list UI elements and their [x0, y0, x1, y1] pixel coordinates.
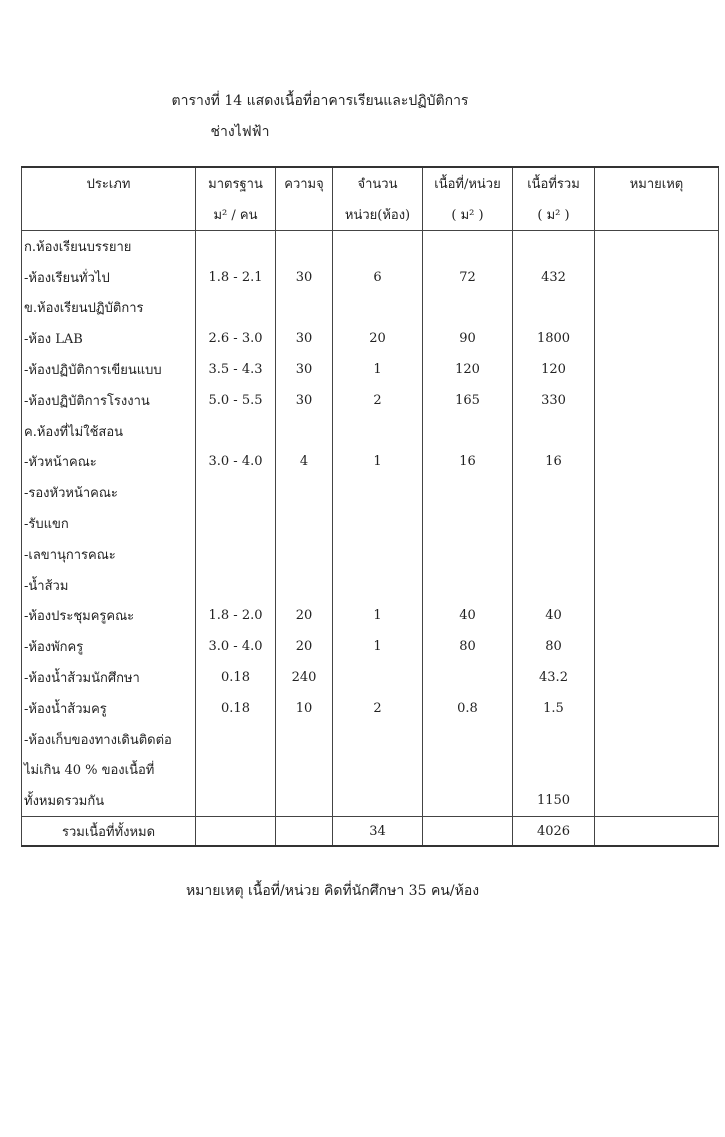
- cell-capacity: [276, 570, 333, 601]
- cell-standard: 3.5 - 4.3: [196, 354, 276, 385]
- cell-units: [333, 477, 423, 508]
- table-row: [22, 508, 719, 539]
- cell-remark: [595, 570, 719, 601]
- cell-total-area: 120: [513, 354, 595, 385]
- cell-capacity: 240: [276, 662, 333, 693]
- cell-area-per-unit: 80: [423, 631, 513, 662]
- cell-capacity: [276, 755, 333, 786]
- cell-type: -น้ำส้วม: [22, 570, 196, 601]
- cell-capacity: 4: [276, 447, 333, 478]
- cell-units: 1: [333, 447, 423, 478]
- cell-remark: [595, 662, 719, 693]
- cell-area-per-unit: [423, 539, 513, 570]
- cell-capacity: [276, 477, 333, 508]
- total-cell-remark: [595, 817, 719, 847]
- cell-capacity: [276, 539, 333, 570]
- cell-standard: 2.6 - 3.0: [196, 323, 276, 354]
- cell-remark: [595, 354, 719, 385]
- cell-total-area: [513, 231, 595, 262]
- header-capacity: ความจุ: [276, 167, 333, 199]
- cell-units: [333, 785, 423, 816]
- cell-type: ค.ห้องที่ไม่ใช้สอน: [22, 416, 196, 447]
- cell-type: -รองหัวหน้าคณะ: [22, 477, 196, 508]
- cell-remark: [595, 416, 719, 447]
- cell-standard: [196, 231, 276, 262]
- table-row: [22, 662, 719, 693]
- cell-type: -ห้องประชุมครูคณะ: [22, 601, 196, 632]
- header-remark-sub: [595, 199, 719, 231]
- table-row: [22, 570, 719, 601]
- cell-remark: [595, 231, 719, 262]
- cell-total-area: 1150: [513, 785, 595, 816]
- cell-type: -ห้องปฏิบัติการเขียนแบบ: [22, 354, 196, 385]
- cell-capacity: 30: [276, 323, 333, 354]
- total-cell-capacity: [276, 817, 333, 847]
- total-cell-area-per-unit: [423, 817, 513, 847]
- cell-type: -ห้องปฏิบัติการโรงงาน: [22, 385, 196, 416]
- table-row: [22, 354, 719, 385]
- cell-total-area: 1800: [513, 323, 595, 354]
- cell-remark: [595, 508, 719, 539]
- cell-units: [333, 416, 423, 447]
- cell-total-area: [513, 570, 595, 601]
- cell-units: [333, 570, 423, 601]
- cell-remark: [595, 477, 719, 508]
- table-row: [22, 231, 719, 262]
- cell-area-per-unit: [423, 293, 513, 324]
- header-type-sub: [22, 199, 196, 231]
- cell-total-area: [513, 508, 595, 539]
- cell-units: 1: [333, 601, 423, 632]
- header-type: ประเภท: [22, 167, 196, 199]
- table-row: [22, 447, 719, 478]
- header-units-sub: หน่วย(ห้อง): [333, 199, 423, 231]
- cell-type: -ห้อง LAB: [22, 323, 196, 354]
- cell-total-area: [513, 477, 595, 508]
- cell-capacity: [276, 293, 333, 324]
- cell-area-per-unit: 0.8: [423, 693, 513, 724]
- cell-units: [333, 508, 423, 539]
- cell-type: ไม่เกิน 40 % ของเนื้อที่: [22, 755, 196, 786]
- cell-capacity: 20: [276, 601, 333, 632]
- cell-total-area: 432: [513, 262, 595, 293]
- cell-standard: 3.0 - 4.0: [196, 447, 276, 478]
- header-capacity-sub: [276, 199, 333, 231]
- cell-units: 2: [333, 693, 423, 724]
- header-units: จำนวน: [333, 167, 423, 199]
- cell-total-area: [513, 293, 595, 324]
- cell-area-per-unit: [423, 755, 513, 786]
- cell-area-per-unit: 16: [423, 447, 513, 478]
- table-row: [22, 477, 719, 508]
- header-area-per-unit-unit: ( ม² ): [423, 199, 513, 231]
- cell-area-per-unit: [423, 477, 513, 508]
- cell-total-area: 16: [513, 447, 595, 478]
- cell-total-area: 80: [513, 631, 595, 662]
- cell-type: ข.ห้องเรียนปฏิบัติการ: [22, 293, 196, 324]
- cell-capacity: [276, 785, 333, 816]
- header-standard: มาตรฐาน: [196, 167, 276, 199]
- header-area-per-unit: เนื้อที่/หน่วย: [423, 167, 513, 199]
- cell-type: -รับแขก: [22, 508, 196, 539]
- cell-area-per-unit: 90: [423, 323, 513, 354]
- cell-type: -ห้องพักครู: [22, 631, 196, 662]
- cell-remark: [595, 262, 719, 293]
- cell-remark: [595, 539, 719, 570]
- cell-units: [333, 293, 423, 324]
- cell-type: -เลขานุการคณะ: [22, 539, 196, 570]
- cell-type: -ห้องน้ำส้วมนักศึกษา: [22, 662, 196, 693]
- cell-units: 2: [333, 385, 423, 416]
- cell-type: -หัวหน้าคณะ: [22, 447, 196, 478]
- cell-area-per-unit: [423, 416, 513, 447]
- area-table: [21, 166, 719, 847]
- cell-units: [333, 724, 423, 755]
- header-remark: หมายเหตุ: [595, 167, 719, 199]
- cell-type: -ห้องเก็บของทางเดินติดต่อ: [22, 724, 196, 755]
- cell-remark: [595, 385, 719, 416]
- header-standard-unit: ม² / คน: [196, 199, 276, 231]
- table-row: [22, 601, 719, 632]
- table-row: [22, 693, 719, 724]
- table-row: [22, 323, 719, 354]
- table-row: [22, 416, 719, 447]
- cell-units: [333, 755, 423, 786]
- table-row: [22, 724, 719, 755]
- cell-units: [333, 539, 423, 570]
- cell-total-area: [513, 755, 595, 786]
- cell-type: ก.ห้องเรียนบรรยาย: [22, 231, 196, 262]
- total-cell-units: 34: [333, 817, 423, 847]
- cell-standard: 1.8 - 2.0: [196, 601, 276, 632]
- table-row: [22, 755, 719, 786]
- cell-type: ทั้งหมดรวมกัน: [22, 785, 196, 816]
- cell-capacity: 10: [276, 693, 333, 724]
- cell-standard: 0.18: [196, 693, 276, 724]
- cell-remark: [595, 693, 719, 724]
- cell-standard: [196, 570, 276, 601]
- table-row: [22, 539, 719, 570]
- table-row: [22, 631, 719, 662]
- cell-units: [333, 662, 423, 693]
- cell-type: -ห้องน้ำส้วมครู: [22, 693, 196, 724]
- table-row: [22, 293, 719, 324]
- cell-area-per-unit: 165: [423, 385, 513, 416]
- header-total-area: เนื้อที่รวม: [513, 167, 595, 199]
- footnote: หมายเหตุ เนื้อที่/หน่วย คิดที่นักศึกษา 35 คน/ห้อง: [185, 883, 480, 899]
- cell-total-area: [513, 724, 595, 755]
- cell-capacity: 30: [276, 262, 333, 293]
- cell-standard: [196, 755, 276, 786]
- cell-standard: [196, 785, 276, 816]
- cell-standard: [196, 539, 276, 570]
- table-row: [22, 785, 719, 816]
- total-cell-type: รวมเนื้อที่ทั้งหมด: [22, 817, 196, 847]
- header-row-2: [22, 199, 719, 231]
- cell-capacity: [276, 508, 333, 539]
- total-cell-total-area: 4026: [513, 817, 595, 847]
- cell-capacity: 30: [276, 385, 333, 416]
- cell-remark: [595, 293, 719, 324]
- cell-standard: 3.0 - 4.0: [196, 631, 276, 662]
- cell-remark: [595, 601, 719, 632]
- total-row: [22, 817, 719, 847]
- cell-standard: 0.18: [196, 662, 276, 693]
- header-row-1: [22, 167, 719, 199]
- cell-total-area: [513, 416, 595, 447]
- cell-area-per-unit: 72: [423, 262, 513, 293]
- cell-total-area: 43.2: [513, 662, 595, 693]
- cell-remark: [595, 631, 719, 662]
- cell-capacity: 30: [276, 354, 333, 385]
- cell-remark: [595, 447, 719, 478]
- cell-total-area: [513, 539, 595, 570]
- total-cell-standard: [196, 817, 276, 847]
- cell-capacity: [276, 231, 333, 262]
- table-caption: ตารางที่ 14 แสดงเนื้อที่อาคารเรียนและปฏิบัติการ: [171, 93, 469, 109]
- cell-area-per-unit: [423, 508, 513, 539]
- cell-capacity: [276, 416, 333, 447]
- cell-capacity: [276, 724, 333, 755]
- cell-standard: [196, 724, 276, 755]
- cell-capacity: 20: [276, 631, 333, 662]
- cell-total-area: 330: [513, 385, 595, 416]
- cell-standard: [196, 477, 276, 508]
- cell-standard: [196, 508, 276, 539]
- cell-area-per-unit: 120: [423, 354, 513, 385]
- cell-standard: 5.0 - 5.5: [196, 385, 276, 416]
- cell-remark: [595, 724, 719, 755]
- cell-type: -ห้องเรียนทั่วไป: [22, 262, 196, 293]
- table-row: [22, 262, 719, 293]
- cell-area-per-unit: 40: [423, 601, 513, 632]
- cell-units: 6: [333, 262, 423, 293]
- cell-area-per-unit: [423, 785, 513, 816]
- cell-units: 20: [333, 323, 423, 354]
- cell-area-per-unit: [423, 231, 513, 262]
- cell-remark: [595, 785, 719, 816]
- cell-area-per-unit: [423, 662, 513, 693]
- table-row: [22, 385, 719, 416]
- cell-total-area: 1.5: [513, 693, 595, 724]
- cell-standard: [196, 293, 276, 324]
- cell-units: 1: [333, 354, 423, 385]
- header-total-area-unit: ( ม² ): [513, 199, 595, 231]
- cell-units: [333, 231, 423, 262]
- cell-units: 1: [333, 631, 423, 662]
- table-subcaption: ช่างไฟฟ้า: [210, 124, 270, 140]
- cell-total-area: 40: [513, 601, 595, 632]
- cell-remark: [595, 323, 719, 354]
- cell-standard: [196, 416, 276, 447]
- cell-area-per-unit: [423, 570, 513, 601]
- cell-area-per-unit: [423, 724, 513, 755]
- cell-standard: 1.8 - 2.1: [196, 262, 276, 293]
- cell-remark: [595, 755, 719, 786]
